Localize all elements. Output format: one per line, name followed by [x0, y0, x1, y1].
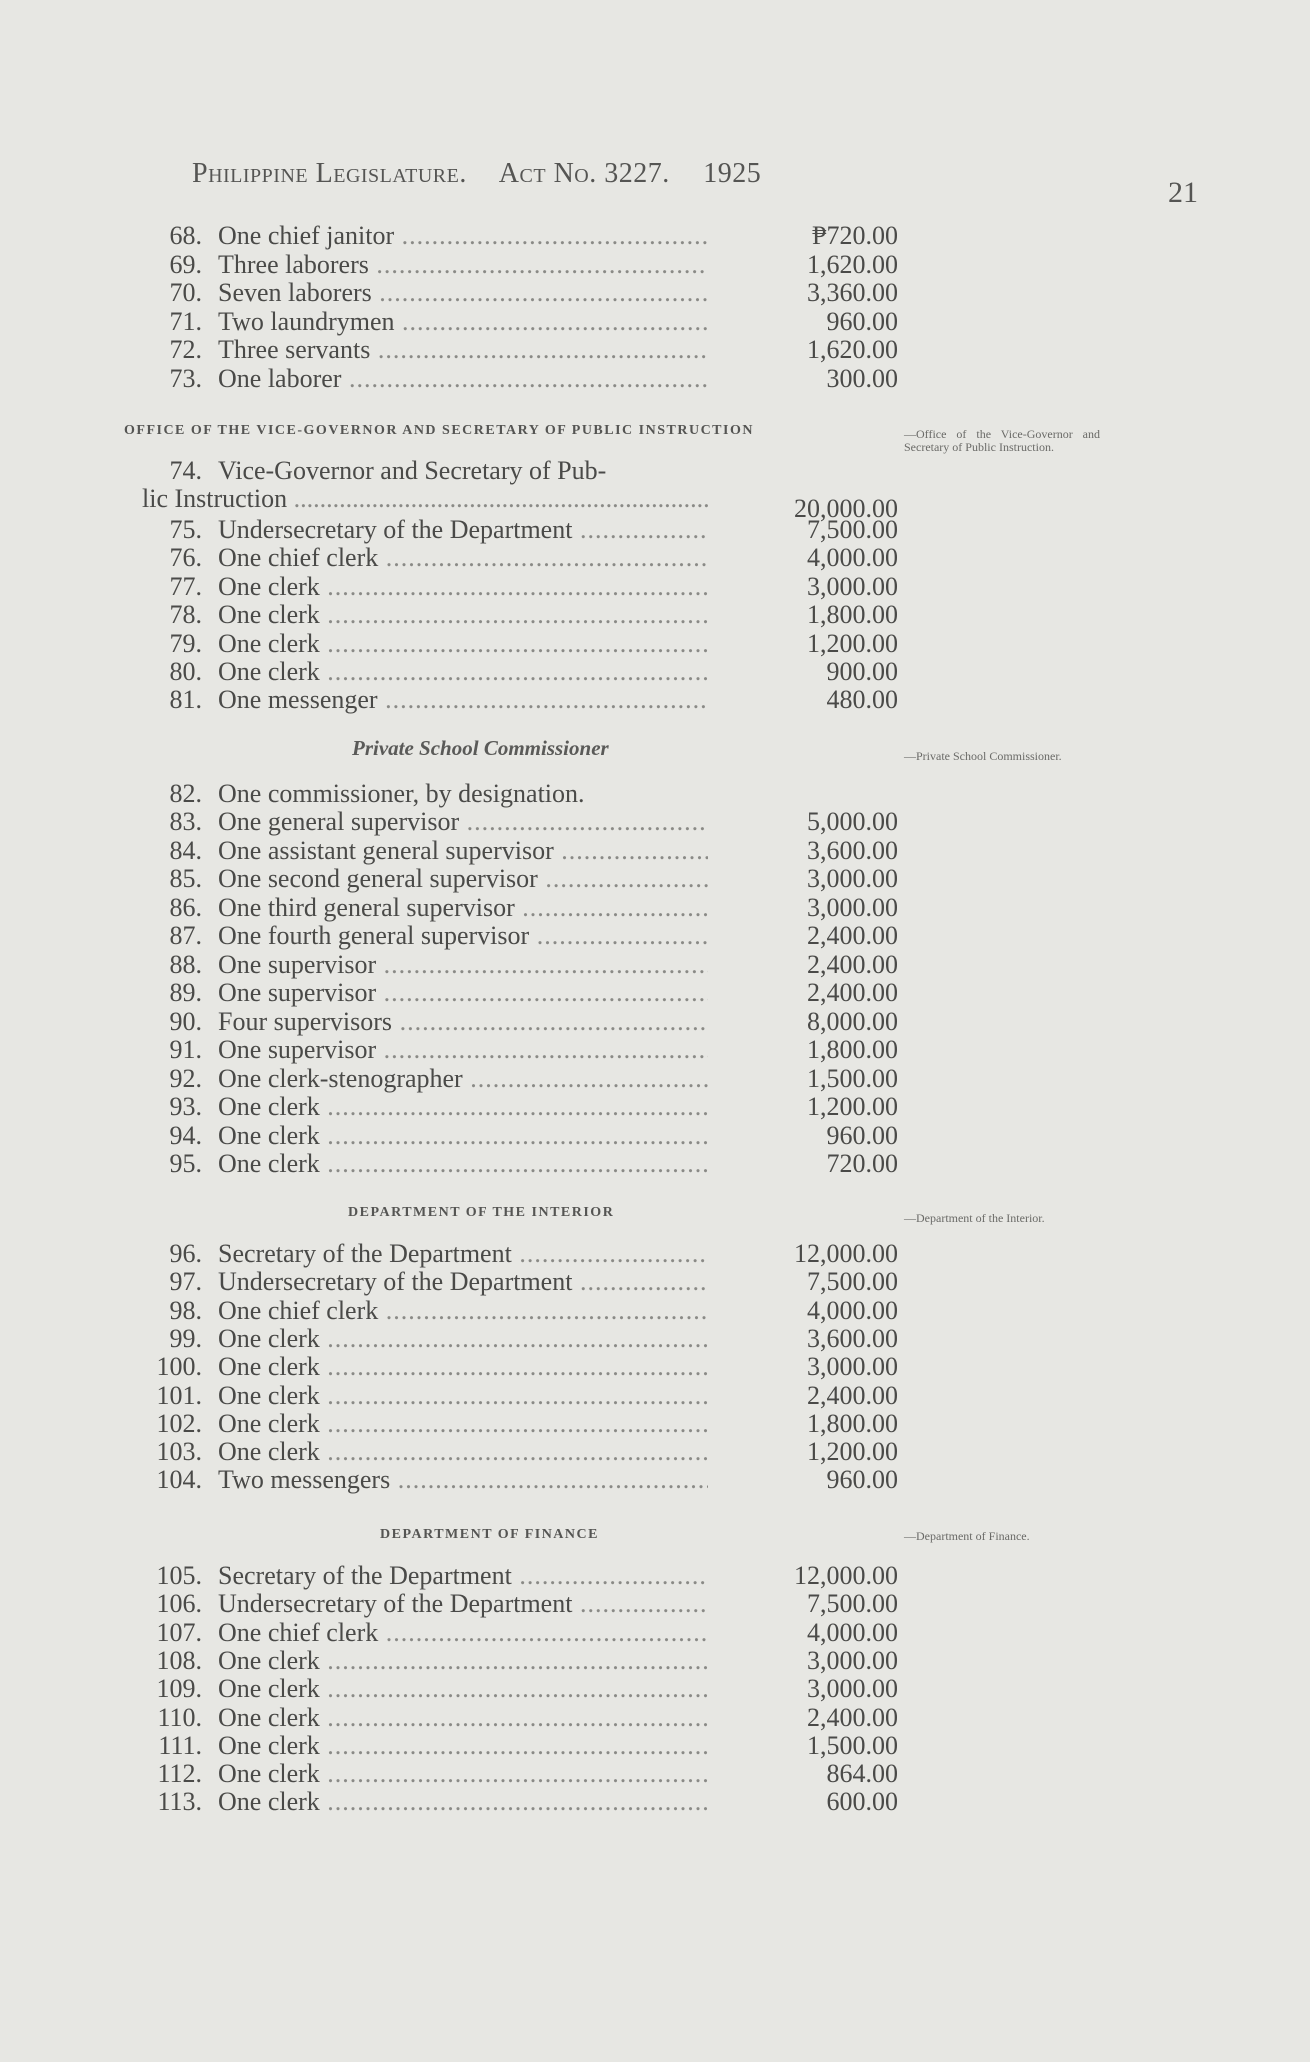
line-item — [0, 222, 1310, 250]
item-label: One messenger ..... — [218, 686, 708, 714]
item-number: 111. — [158, 1730, 202, 1760]
running-head-year: 1925 — [703, 158, 762, 189]
line-item — [0, 808, 1310, 836]
line-item — [0, 979, 1310, 1007]
item-amount: 2,400.00 — [807, 978, 898, 1007]
line-item — [0, 630, 1310, 658]
sidenote-private-school: —Private School Commissioner. — [904, 749, 1062, 763]
item-label: One supervisor ..... — [218, 1036, 708, 1064]
item-number: 76. — [169, 543, 202, 573]
item-amount: 1,620.00 — [807, 249, 898, 279]
item-label: One commissioner, by designation. — [218, 780, 585, 808]
sidenote-finance: —Department of Finance. — [904, 1529, 1030, 1543]
item-amount: ₱720.00 — [812, 221, 898, 250]
item-label: One assistant general supervisor ..... — [218, 837, 708, 865]
item-amount: 480.00 — [826, 685, 898, 715]
item-amount: 1,200.00 — [807, 1437, 898, 1467]
line-item — [0, 951, 1310, 979]
item-label: Undersecretary of the Department ..... — [218, 1590, 708, 1618]
item-amount: 4,000.00 — [807, 1617, 898, 1647]
item-number: 108. — [156, 1645, 202, 1675]
item-number: 104. — [156, 1465, 202, 1495]
item-label: One clerk-stenographer ..... — [218, 1065, 708, 1093]
item-label-continuation: lic Instruction ..... — [142, 485, 708, 513]
item-label: Secretary of the Department ..... — [218, 1562, 708, 1590]
item-number: 96. — [169, 1239, 202, 1268]
item-amount: 2,400.00 — [807, 949, 898, 979]
line-item — [0, 1036, 1310, 1064]
item-amount: 960.00 — [826, 1465, 898, 1495]
item-number: 99. — [169, 1323, 202, 1353]
line-item — [0, 1647, 1310, 1675]
line-item — [0, 1760, 1310, 1788]
item-number: 68. — [169, 221, 202, 250]
item-number: 113. — [157, 1787, 202, 1817]
item-amount: 1,200.00 — [807, 1092, 898, 1121]
item-number: 80. — [169, 657, 202, 686]
item-label: One second general supervisor ..... — [218, 865, 708, 893]
item-amount: 2,400.00 — [807, 1702, 898, 1732]
item-number: 94. — [169, 1120, 202, 1150]
item-number: 83. — [169, 807, 202, 836]
item-label: One clerk ..... — [218, 630, 708, 658]
item-label: One clerk ..... — [218, 1150, 708, 1178]
item-amount: 2,400.00 — [807, 1380, 898, 1410]
item-amount: 600.00 — [826, 1787, 898, 1817]
line-item — [0, 922, 1310, 950]
item-amount: 1,620.00 — [807, 335, 898, 365]
section-heading-interior: DEPARTMENT OF THE INTERIOR — [348, 1205, 615, 1220]
item-number: 100. — [156, 1352, 202, 1382]
item-number: 101. — [156, 1380, 202, 1410]
item-amount: 1,800.00 — [807, 1408, 898, 1438]
item-number: 102. — [156, 1408, 202, 1438]
item-label: One clerk ..... — [218, 573, 708, 601]
item-amount: 3,600.00 — [807, 835, 898, 865]
item-amount: 900.00 — [826, 657, 898, 686]
item-number: 90. — [169, 1006, 202, 1036]
item-label: One chief clerk ..... — [218, 1297, 708, 1325]
item-amount: 3,000.00 — [807, 1645, 898, 1675]
item-amount: 1,800.00 — [807, 600, 898, 630]
line-item — [0, 516, 1310, 544]
line-item — [0, 1008, 1310, 1036]
line-item — [0, 1675, 1310, 1703]
item-label: One clerk ..... — [218, 1788, 708, 1816]
item-number: 72. — [169, 335, 202, 365]
item-label: One clerk ..... — [218, 1325, 708, 1353]
item-label: One clerk ..... — [218, 1438, 708, 1466]
line-item — [0, 1788, 1310, 1816]
line-item — [0, 1122, 1310, 1150]
line-item — [0, 544, 1310, 572]
item-amount: 3,000.00 — [807, 864, 898, 893]
item-number: 105. — [156, 1561, 202, 1590]
item-number: 92. — [169, 1063, 202, 1093]
item-amount: 3,000.00 — [807, 1674, 898, 1704]
item-label: One general supervisor ..... — [218, 808, 708, 836]
line-item — [0, 601, 1310, 629]
line-item — [0, 865, 1310, 893]
item-label: One clerk ..... — [218, 1410, 708, 1438]
item-label: One clerk ..... — [218, 1093, 708, 1121]
item-number: 84. — [169, 835, 202, 865]
running-head-legislature: Philippine Legislature. — [192, 158, 467, 189]
line-item — [0, 457, 1310, 485]
line-item — [0, 1732, 1310, 1760]
item-label: One clerk ..... — [218, 658, 708, 686]
item-amount: 720.00 — [826, 1149, 898, 1178]
item-number: 70. — [169, 278, 202, 308]
item-amount: 960.00 — [826, 306, 898, 336]
line-item — [0, 1590, 1310, 1618]
item-number: 106. — [156, 1589, 202, 1619]
item-label: One clerk ..... — [218, 1675, 708, 1703]
item-amount: 1,200.00 — [807, 628, 898, 658]
item-amount: 960.00 — [826, 1120, 898, 1150]
item-label: One supervisor ..... — [218, 951, 708, 979]
line-item — [0, 1065, 1310, 1093]
line-item — [0, 251, 1310, 279]
line-item — [0, 1466, 1310, 1494]
item-amount: 20,000.00 — [794, 494, 898, 523]
item-amount: 1,500.00 — [807, 1063, 898, 1093]
line-item — [0, 1619, 1310, 1647]
item-label: One clerk ..... — [218, 1382, 708, 1410]
item-number: 86. — [169, 892, 202, 922]
item-amount: 3,000.00 — [807, 892, 898, 922]
item-label: Two laundrymen ..... — [218, 308, 708, 336]
item-label: One supervisor ..... — [218, 979, 708, 1007]
item-number: 112. — [157, 1759, 202, 1789]
line-item — [0, 1410, 1310, 1438]
item-number: 110. — [157, 1702, 202, 1732]
item-number: 95. — [169, 1149, 202, 1178]
line-item — [0, 1240, 1310, 1268]
item-number: 98. — [169, 1295, 202, 1325]
running-head-act: Act No. 3227. — [498, 158, 670, 189]
item-number: 74. — [169, 456, 202, 485]
line-item — [0, 780, 1310, 808]
item-amount: 4,000.00 — [807, 543, 898, 573]
item-label: One clerk ..... — [218, 1353, 708, 1381]
item-label: Undersecretary of the Department ..... — [218, 516, 708, 544]
item-number: 103. — [156, 1437, 202, 1467]
item-number: 73. — [169, 364, 202, 393]
section-heading-finance: DEPARTMENT OF FINANCE — [380, 1527, 599, 1542]
item-amount: 3,600.00 — [807, 1323, 898, 1353]
item-number: 107. — [156, 1617, 202, 1647]
line-item — [0, 1268, 1310, 1296]
item-label: Seven laborers ..... — [218, 279, 708, 307]
item-label: Secretary of the Department ..... — [218, 1240, 708, 1268]
item-amount: 1,500.00 — [807, 1730, 898, 1760]
line-item — [0, 365, 1310, 393]
item-number: 77. — [169, 571, 202, 601]
item-number: 81. — [169, 685, 202, 715]
section-heading-private-school: Private School Commissioner — [352, 736, 609, 760]
item-amount: 864.00 — [826, 1759, 898, 1789]
item-label: Vice-Governor and Secretary of Pub- — [218, 457, 607, 485]
item-label: One third general supervisor ..... — [218, 894, 708, 922]
item-number: 93. — [169, 1092, 202, 1121]
sidenote-vice-governor: —Office of the Vice-Governor and Secretary of Public Instruction. — [904, 427, 1100, 454]
line-item — [0, 573, 1310, 601]
item-label: One clerk ..... — [218, 1122, 708, 1150]
item-number: 89. — [169, 978, 202, 1007]
item-label: One chief clerk ..... — [218, 1619, 708, 1647]
line-item — [0, 686, 1310, 714]
item-number: 79. — [169, 628, 202, 658]
line-item — [0, 1562, 1310, 1590]
sidenote-interior: —Department of the Interior. — [904, 1211, 1045, 1225]
line-item — [0, 308, 1310, 336]
item-label: One clerk ..... — [218, 601, 708, 629]
item-amount: 1,800.00 — [807, 1035, 898, 1064]
item-label: One laborer ..... — [218, 365, 708, 393]
line-item — [0, 1297, 1310, 1325]
item-label: Three servants ..... — [218, 336, 708, 364]
page-number: 21 — [1168, 176, 1198, 209]
item-amount: 12,000.00 — [794, 1561, 898, 1590]
item-number: 97. — [169, 1267, 202, 1297]
item-amount: 3,000.00 — [807, 571, 898, 601]
item-amount: 4,000.00 — [807, 1295, 898, 1325]
item-amount: 8,000.00 — [807, 1006, 898, 1036]
item-label: Two messengers ..... — [218, 1466, 708, 1494]
item-number: 75. — [169, 515, 202, 544]
line-item — [0, 1325, 1310, 1353]
running-head — [192, 158, 787, 190]
item-number: 71. — [169, 306, 202, 336]
line-item — [0, 1150, 1310, 1178]
line-item — [0, 837, 1310, 865]
item-label: Undersecretary of the Department ..... — [218, 1268, 708, 1296]
item-amount: 3,360.00 — [807, 278, 898, 308]
item-number: 109. — [156, 1674, 202, 1704]
line-item — [0, 1353, 1310, 1381]
item-number: 88. — [169, 949, 202, 979]
item-amount: 7,500.00 — [807, 1589, 898, 1619]
item-label: One clerk ..... — [218, 1760, 708, 1788]
item-amount: 300.00 — [826, 364, 898, 393]
item-number: 91. — [169, 1035, 202, 1064]
item-label: One clerk ..... — [218, 1704, 708, 1732]
item-amount: 3,000.00 — [807, 1352, 898, 1382]
item-label: Three laborers ..... — [218, 251, 708, 279]
item-number: 69. — [169, 249, 202, 279]
section-heading-vice-governor: OFFICE OF THE VICE-GOVERNOR AND SECRETARY OF PUBLIC INSTRUCTION — [124, 423, 754, 438]
item-amount: 2,400.00 — [807, 921, 898, 950]
item-label: One chief janitor ..... — [218, 222, 708, 250]
item-number: 78. — [169, 600, 202, 630]
item-amount: 7,500.00 — [807, 515, 898, 544]
line-item — [0, 894, 1310, 922]
line-item — [0, 1438, 1310, 1466]
line-item — [0, 1704, 1310, 1732]
line-item — [0, 279, 1310, 307]
item-label: Four supervisors ..... — [218, 1008, 708, 1036]
line-item — [0, 336, 1310, 364]
item-label: One fourth general supervisor ..... — [218, 922, 708, 950]
item-amount: 12,000.00 — [794, 1239, 898, 1268]
line-item — [0, 1093, 1310, 1121]
line-item — [0, 1382, 1310, 1410]
line-item — [0, 658, 1310, 686]
item-amount: 7,500.00 — [807, 1267, 898, 1297]
item-number: 82. — [169, 779, 202, 808]
item-amount: 5,000.00 — [807, 807, 898, 836]
item-label: One clerk ..... — [218, 1647, 708, 1675]
item-number: 85. — [169, 864, 202, 893]
item-number: 87. — [169, 921, 202, 950]
item-label: One chief clerk ..... — [218, 544, 708, 572]
item-label: One clerk ..... — [218, 1732, 708, 1760]
